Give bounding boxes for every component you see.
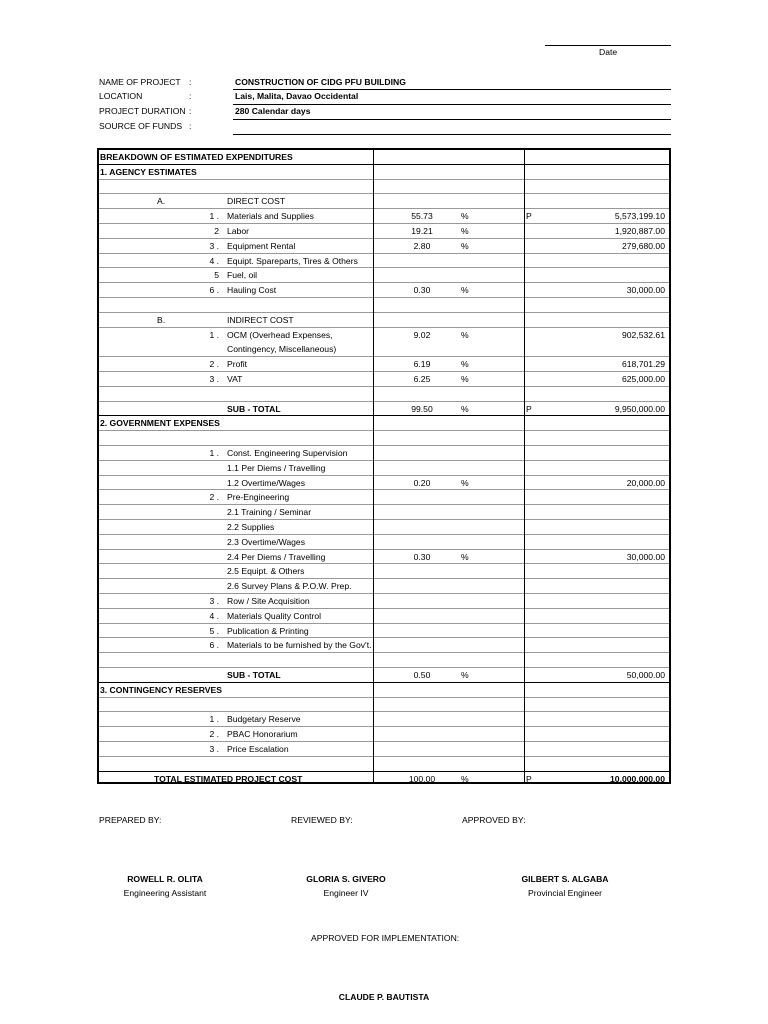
item-description: 1.2 Overtime/Wages: [227, 477, 306, 488]
percent-value: 100.00: [408, 773, 436, 784]
percent-value: 9.02: [413, 329, 431, 340]
item-description: Row / Site Acquisition: [227, 596, 310, 606]
table-row: [99, 194, 669, 209]
item-description: 2.1 Training / Seminar: [227, 507, 312, 518]
item-description: Fuel, oil: [227, 270, 258, 281]
grand-total-label: TOTAL ESTIMATED PROJECT COST: [154, 773, 303, 784]
table-row: [99, 239, 669, 254]
percent-value: 0.20: [413, 477, 431, 488]
table-row: [99, 535, 669, 550]
item-description: Materials and Supplies: [227, 211, 314, 222]
prepared-by-label: PREPARED BY:: [99, 815, 162, 825]
item-description: 2.3 Overtime/Wages: [227, 536, 306, 547]
table-row: [99, 461, 669, 476]
duration-label: PROJECT DURATION: [99, 106, 186, 116]
item-number: 3 .: [209, 744, 219, 754]
table-row: [99, 180, 669, 195]
source-of-funds-label: SOURCE OF FUNDS: [99, 121, 183, 131]
item-number: 1 .: [209, 448, 219, 458]
table-row: [99, 638, 669, 653]
amount-value: 30,000.00: [626, 551, 665, 562]
table-row: [99, 224, 669, 239]
amount-value: 30,000.00: [626, 285, 665, 296]
colon: :: [189, 77, 192, 87]
reviewed-by-title: Engineer IV: [323, 888, 369, 898]
colon: :: [189, 121, 192, 131]
item-description: Contingency, Miscellaneous): [227, 344, 337, 355]
percent-value: 6.25: [413, 374, 431, 384]
item-description: Materials Quality Control: [227, 610, 322, 621]
table-row: [99, 416, 669, 431]
table-row: [99, 520, 669, 535]
table-row: [99, 624, 669, 639]
expenditure-table: [97, 148, 671, 784]
peso-symbol: P: [526, 211, 532, 222]
amount-value: 9,950,000.00: [614, 403, 665, 414]
item-description: Labor: [227, 226, 249, 236]
table-row: [99, 283, 669, 298]
colon: :: [189, 91, 192, 101]
underline: [233, 104, 671, 105]
item-number: 1 .: [209, 329, 219, 340]
item-description: Pre-Engineering: [227, 492, 290, 503]
item-number: 5 .: [209, 625, 219, 636]
item-description: Publication & Printing: [227, 625, 309, 636]
project-name-value: CONSTRUCTION OF CIDG PFU BUILDING: [235, 77, 406, 87]
percent-symbol: %: [461, 211, 469, 222]
table-row: [99, 698, 669, 713]
table-row: [99, 609, 669, 624]
section-heading: 1. AGENCY ESTIMATES: [100, 166, 197, 177]
prepared-by-name: ROWELL R. OLITA: [127, 874, 203, 884]
table-row: [99, 209, 669, 224]
amount-value: 20,000.00: [626, 477, 665, 488]
prepared-by-title: Engineering Assistant: [123, 888, 207, 898]
item-description: INDIRECT COST: [227, 314, 294, 325]
percent-symbol: %: [461, 226, 469, 236]
item-number: 3 .: [209, 240, 219, 251]
item-number: 2 .: [209, 359, 219, 370]
amount-value: 50,000.00: [626, 670, 665, 680]
item-description: 1.1 Per Diems / Travelling: [227, 462, 326, 473]
percent-value: 2.80: [413, 240, 431, 251]
table-row: [99, 357, 669, 372]
item-description: 2.2 Supplies: [227, 522, 275, 532]
subtotal-label: SUB - TOTAL: [227, 403, 281, 414]
table-row: [99, 668, 669, 683]
amount-value: 1,920,887.00: [614, 226, 665, 236]
project-name-label: NAME OF PROJECT: [99, 77, 181, 87]
percent-value: 6.19: [413, 359, 431, 370]
underline: [233, 119, 671, 120]
location-label: LOCATION: [99, 91, 143, 101]
item-description: PBAC Honorarium: [227, 729, 298, 740]
item-number: 4 .: [209, 610, 219, 621]
percent-symbol: %: [461, 551, 469, 562]
date-label: Date: [599, 47, 618, 57]
percent-symbol: %: [461, 359, 469, 370]
subtotal-label: SUB - TOTAL: [227, 670, 281, 680]
table-row: [99, 653, 669, 668]
item-description: Equipt. Spareparts, Tires & Others: [227, 255, 358, 266]
item-number: 3 .: [209, 374, 219, 384]
table-row: [99, 564, 669, 579]
item-description: Materials to be furnished by the Gov't.: [227, 640, 372, 651]
item-description: 2.4 Per Diems / Travelling: [227, 551, 326, 562]
amount-value: 625,000.00: [621, 374, 665, 384]
percent-value: 0.30: [413, 551, 431, 562]
item-letter: B.: [157, 314, 166, 325]
item-description: Hauling Cost: [227, 285, 277, 296]
item-number: 1 .: [209, 211, 219, 222]
table-row: [99, 757, 669, 772]
table-row: [99, 683, 669, 698]
column-divider: [373, 150, 374, 782]
table-row: [99, 446, 669, 461]
table-row: [99, 342, 669, 357]
table-title-row: [99, 150, 669, 165]
item-description: DIRECT COST: [227, 196, 286, 207]
item-letter: A.: [157, 196, 166, 207]
table-row: [99, 431, 669, 446]
table-row: [99, 313, 669, 328]
table-row: [99, 727, 669, 742]
item-description: OCM (Overhead Expenses,: [227, 329, 333, 340]
item-number: 2 .: [209, 492, 219, 503]
section-heading: 3. CONTINGENCY RESERVES: [100, 684, 222, 695]
amount-value: 279,680.00: [621, 240, 665, 251]
amount-value: 902,532.61: [621, 329, 665, 340]
item-description: VAT: [227, 374, 243, 384]
percent-symbol: %: [461, 329, 469, 340]
item-description: Equipment Rental: [227, 240, 296, 251]
table-row: [99, 476, 669, 491]
percent-value: 99.50: [411, 403, 433, 414]
percent-symbol: %: [461, 670, 469, 680]
item-description: Price Escalation: [227, 744, 289, 754]
item-description: 2.5 Equipt. & Others: [227, 566, 305, 577]
percent-symbol: %: [461, 374, 469, 384]
amount-value: 10,000,000.00: [610, 773, 665, 784]
duration-value: 280 Calendar days: [235, 106, 311, 116]
reviewed-by-label: REVIEWED BY:: [291, 815, 353, 825]
approved-by-name: GILBERT S. ALGABA: [521, 874, 609, 884]
item-number: 6 .: [209, 285, 219, 296]
percent-value: 0.30: [413, 285, 431, 296]
table-row: [99, 712, 669, 727]
peso-symbol: P: [526, 773, 532, 784]
approved-by-label: APPROVED BY:: [462, 815, 526, 825]
section-heading: 2. GOVERNMENT EXPENSES: [100, 418, 220, 429]
item-number: 2: [214, 226, 219, 236]
underline: [233, 134, 671, 135]
item-number: 1 .: [209, 714, 219, 725]
item-number: 5: [214, 270, 219, 281]
table-row: [99, 594, 669, 609]
reviewed-by-name: GLORIA S. GIVERO: [306, 874, 386, 884]
implementation-approver-name: CLAUDE P. BAUTISTA: [338, 992, 430, 1002]
item-description: Profit: [227, 359, 248, 370]
table-row: [99, 254, 669, 269]
item-description: 2.6 Survey Plans & P.O.W. Prep.: [227, 581, 352, 592]
amount-value: 618,701.29: [621, 359, 665, 370]
percent-value: 0.50: [413, 670, 431, 680]
table-row: [99, 772, 669, 787]
table-title: BREAKDOWN OF ESTIMATED EXPENDITURES: [100, 152, 293, 162]
percent-symbol: %: [461, 773, 469, 784]
date-line: [545, 45, 671, 46]
column-divider: [524, 150, 525, 782]
approved-for-implementation-label: APPROVED FOR IMPLEMENTATION:: [311, 933, 460, 943]
percent-value: 19.21: [411, 226, 433, 236]
table-row: [99, 372, 669, 387]
percent-symbol: %: [461, 477, 469, 488]
table-row: [99, 328, 669, 343]
item-description: Const. Engineering Supervision: [227, 448, 348, 458]
item-number: 3 .: [209, 596, 219, 606]
colon: :: [189, 106, 192, 116]
table-row: [99, 165, 669, 180]
item-number: 2 .: [209, 729, 219, 740]
table-row: [99, 550, 669, 565]
item-number: 4 .: [209, 255, 219, 266]
percent-symbol: %: [461, 240, 469, 251]
table-row: [99, 298, 669, 313]
item-number: 6 .: [209, 640, 219, 651]
approved-by-title: Provincial Engineer: [527, 888, 603, 898]
table-row: [99, 490, 669, 505]
location-value: Lais, Malita, Davao Occidental: [235, 91, 359, 101]
table-row: [99, 579, 669, 594]
percent-symbol: %: [461, 403, 469, 414]
table-row: [99, 268, 669, 283]
peso-symbol: P: [526, 403, 532, 414]
table-row: [99, 402, 669, 417]
amount-value: 5,573,199.10: [614, 211, 665, 222]
item-description: Budgetary Reserve: [227, 714, 301, 725]
percent-value: 55.73: [411, 211, 433, 222]
percent-symbol: %: [461, 285, 469, 296]
underline: [233, 89, 671, 90]
table-row: [99, 505, 669, 520]
table-row: [99, 742, 669, 757]
table-row: [99, 387, 669, 402]
